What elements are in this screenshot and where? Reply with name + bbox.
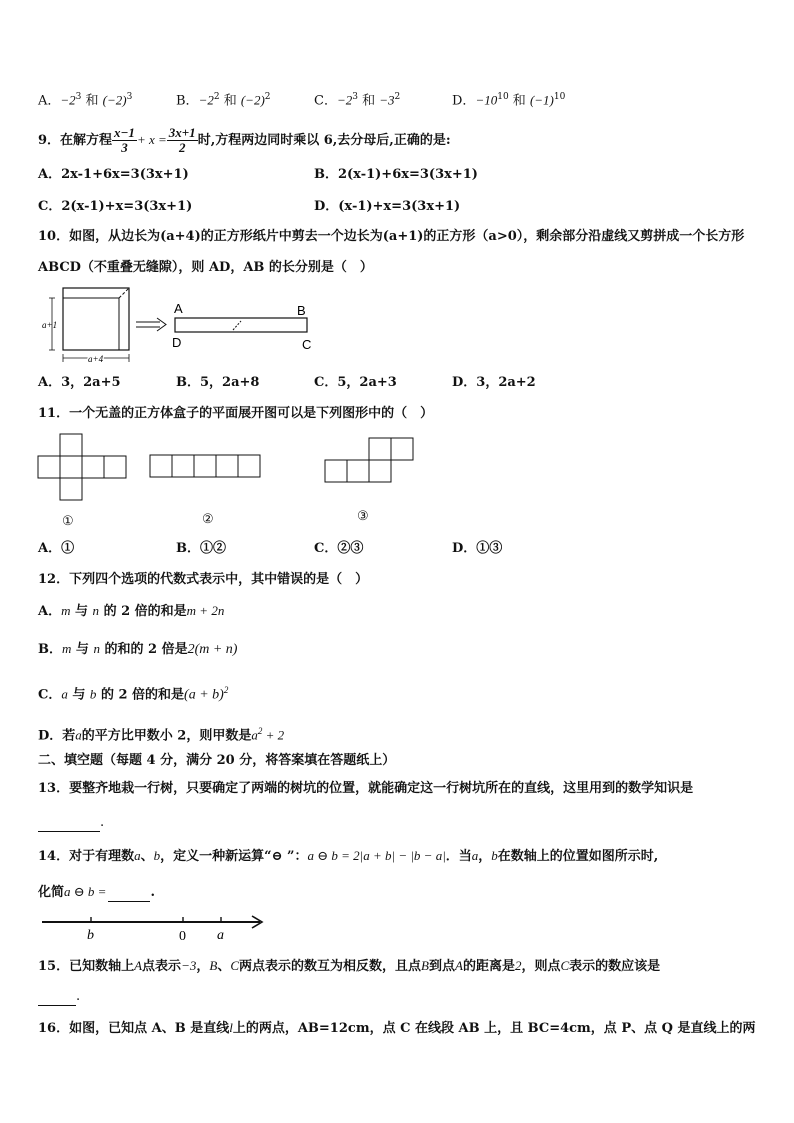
q9-option-b: B．2(x-1)+6x=3(3x+1): [314, 167, 478, 182]
q10-option-c: C．5，2a+3: [314, 375, 397, 390]
net-figure-1: [38, 434, 128, 504]
label-b: B: [297, 303, 306, 318]
q10-option-d: D．3，2a+2: [452, 375, 536, 390]
axis-label-b: b: [87, 928, 94, 943]
q8-option-d: D．$-10^{10}$ 和 $(-1)^{10}$: [452, 92, 566, 109]
q11-option-c: C．②③: [314, 541, 364, 556]
q11-option-d: D．①③: [452, 541, 503, 556]
rectangle-abcd: [175, 318, 307, 332]
q10-option-a: A．3，2a+5: [38, 375, 121, 390]
net-figure-3: [325, 438, 415, 484]
net-label-2: ②: [202, 512, 214, 527]
cut-dashed-line: [119, 288, 129, 298]
q8-option-a: A．$-2^3$ 和 $(-2)^3$: [38, 92, 133, 109]
label-c: C: [302, 337, 312, 352]
q15-answer-blank: .: [38, 988, 80, 1006]
q10-stem-line1: 10．如图，从边长为(a+4)的正方形纸片中剪去一个边长为(a+1)的正方形（a>0），剩余部分沿虚线又剪拼成一个长方形: [38, 229, 745, 244]
q14-stem-line2: 化简a ⊖ b = .: [38, 884, 155, 900]
section-2-heading: 二、填空题（每题 4 分，满分 20 分，将答案填在答题纸上）: [38, 753, 396, 768]
q13-stem: 13．要整齐地栽一行树，只要确定了两端的树坑的位置，就能确定这一行树坑所在的直线，这里用到的数学知识是: [38, 781, 694, 796]
q11-option-b: B．①②: [176, 541, 226, 556]
arrow-icon: [136, 318, 166, 331]
q12-option-c: C．a 与 b 的 2 倍的和是$(a + b)^2$: [38, 685, 229, 703]
bottom-label: a+4: [88, 354, 104, 364]
number-line: [38, 912, 268, 946]
axis-label-a: a: [217, 928, 224, 943]
q8-option-c: C．$-2^3$ 和 $-3^2$: [314, 92, 401, 109]
q14-stem-line1: 14．对于有理数a、b，定义一种新运算“⊖ ”：a ⊖ b = 2|a + b| − |b − a|．当a，b在数轴上的位置如图所示时,: [38, 848, 659, 864]
q9-option-a: A．2x-1+6x=3(3x+1): [38, 167, 189, 182]
q8-option-b: B．$-2^2$ 和 $(-2)^2$: [176, 92, 271, 109]
net-figure-2: [150, 455, 262, 479]
axis-label-zero: 0: [179, 929, 186, 944]
q12-option-d: D．若a的平方比甲数小 2，则甲数是$a^2 + 2$: [38, 726, 285, 744]
q11-stem: 11．一个无盖的正方体盒子的平面展开图可以是下列图形中的（ ）: [38, 406, 434, 421]
q13-answer-blank: .: [38, 814, 104, 832]
inner-square: [63, 298, 119, 350]
q11-option-a: A．①: [38, 541, 75, 556]
q10-figure: [38, 280, 328, 364]
q9-option-c: C．2(x-1)+x=3(3x+1): [38, 199, 193, 214]
net-label-3: ③: [357, 509, 369, 524]
q16-stem: 16．如图，已知点 A、B 是直线l上的两点，AB=12cm，点 C 在线段 AB 上，且 BC=4cm，点 P、点 Q 是直线上的两: [38, 1020, 756, 1036]
q12-option-a: A．m 与 n 的 2 倍的和是m + 2n: [38, 603, 225, 619]
q12-stem: 12．下列四个选项的代数式表示中，其中错误的是（ ）: [38, 572, 369, 587]
q12-option-b: B．m 与 n 的和的 2 倍是2(m + n): [38, 641, 238, 657]
q15-stem: 15．已知数轴上A点表示−3，B、C两点表示的数互为相反数，且点B到点A的距离是2，则点C表示的数应该是: [38, 958, 661, 974]
q9-stem: 9．在解方程 $\frac{x-1}{3}$ + x = $\frac{3x+1}{2}$ 时,方程两边同时乘以 6,去分母后,正确的是:: [38, 125, 451, 155]
q9-option-d: D．(x-1)+x=3(3x+1): [314, 199, 461, 214]
label-a: A: [174, 301, 183, 316]
label-d: D: [172, 335, 182, 350]
net-label-1: ①: [62, 514, 74, 529]
q10-option-b: B．5，2a+8: [176, 375, 260, 390]
q10-stem-line2: ABCD（不重叠无缝隙），则 AD，AB 的长分别是（ ）: [38, 260, 373, 275]
side-label: a+1: [42, 320, 58, 330]
